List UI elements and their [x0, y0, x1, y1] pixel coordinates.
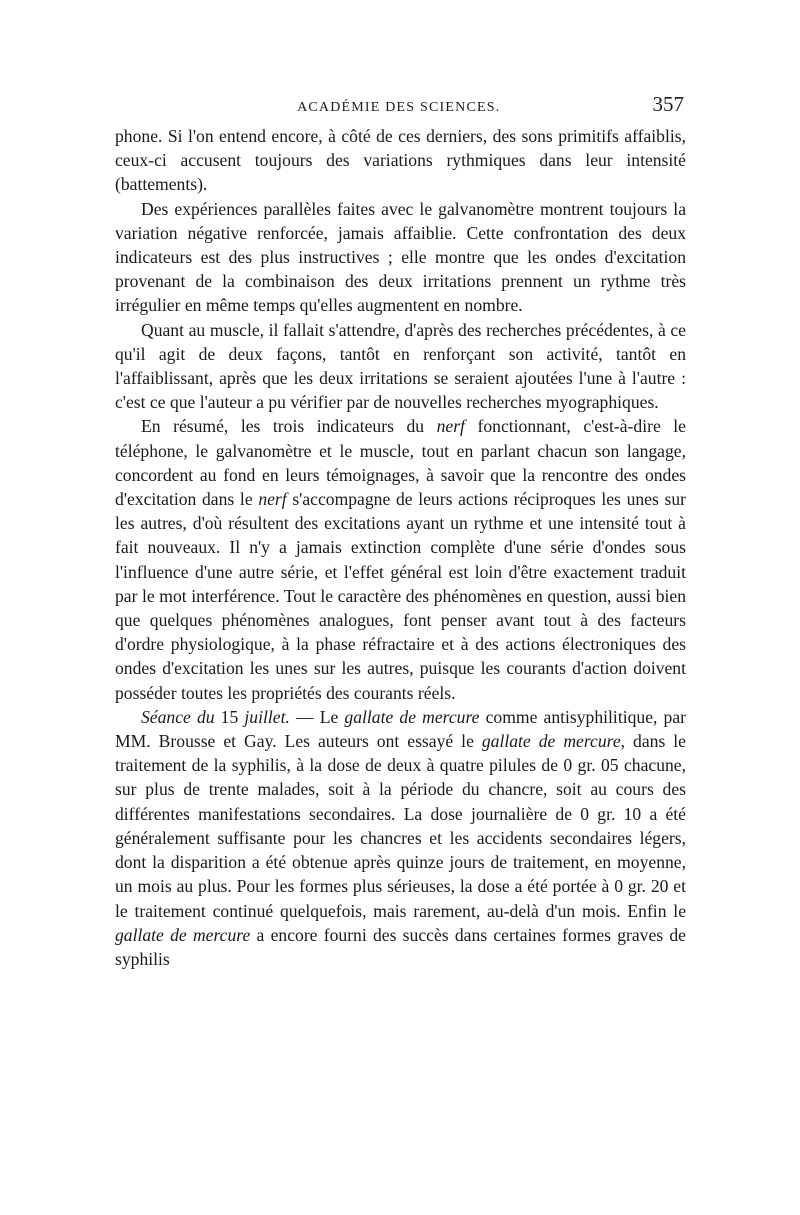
paragraph-4 [115, 414, 686, 704]
communication-title: gallate de mercure [344, 706, 480, 727]
text-run: — Le [289, 706, 345, 727]
italic-term-nerf: nerf [436, 416, 465, 437]
book-page [115, 92, 686, 971]
page-header [115, 92, 686, 122]
paragraph-5 [115, 705, 686, 971]
text-run: En résumé, les trois indicateurs du [141, 416, 437, 437]
session-day: 15 [214, 706, 245, 727]
running-head: ACADÉMIE DES SCIENCES. [297, 100, 501, 115]
paragraph-3: Quant au muscle, il fallait s'attendre, d'après des recherches précédentes, à ce qu'il agit de deux façons, tantôt en renforçant son activité, tantôt en l'affaiblissant, après que les deux irritations se seraient ajoutées l'une à l'autre : c'est ce que l'auteur a pu vérifier par de nouvelles recherches myographiques. [115, 319, 686, 413]
session-month: juillet. [244, 706, 290, 727]
text-run: fonctionnant, c'est-à-dire le téléphone, le galvanomètre et le muscle, tout en parlant chacun son langage, concordent au fond en leurs témoignages, à savoir que la rencontre des ondes d'excitation dans le [115, 416, 686, 510]
page-number: 357 [652, 92, 684, 116]
text-run: a encore fourni des succès dans certaines formes graves de syphilis [115, 924, 686, 969]
text-run: s'accompagne de leurs actions réciproques les unes sur les autres, d'où résultent des excitations ayant un rythme et une intensité tout à fait nouveaux. Il n'y a jamais extinction complète d'une série d'ondes sous l'influence d'une autre série, et l'effet général est loin d'être exactement traduit par le mot interférence. Tout le caractère des phénomènes en question, aussi bien que quelques phénomènes analogues, font penser avant tout à des facteurs d'ordre physiologique, à la phase réfractaire et à des actions électroniques des ondes d'excitation les unes sur les autres, puisque les courants d'action doivent posséder toutes les propriétés des courants réels. [115, 489, 686, 703]
italic-term-gallate: gallate de mercure [481, 731, 621, 752]
body-text [115, 124, 686, 971]
session-label: Séance du [141, 706, 215, 727]
paragraph-2: Des expériences parallèles faites avec le galvanomètre montrent toujours la variation négative renforcée, jamais affaiblie. Cette confrontation des deux indicateurs est des plus instructives ; elle montre que les ondes d'excitation provenant de la combinaison des deux irritations prennent un rythme très irrégulier en même temps qu'elles augmentent en nombre. [115, 198, 686, 316]
italic-term-nerf: nerf [258, 489, 287, 510]
text-run: , dans le traitement de la syphilis, à la dose de deux à quatre pilules de 0 gr. 05 chacune, sur plus de trente malades, soit à la période du chancre, soit au cours des différentes manifestations secondaires. La dose journalière de 0 gr. 10 a été généralement suffisante pour les chancres et les accidents secondaires légers, dont la disparition a été obtenue après quinze jours de traitement, en moyenne, un mois au plus. Pour les formes plus sérieuses, la dose a été portée à 0 gr. 20 et le traitement continué quelquefois, mais rarement, au-delà d'un mois. Enfin le [115, 731, 686, 921]
italic-term-gallate: gallate de mercure [115, 924, 251, 945]
text-run: comme antisyphilitique, par MM. Brousse et Gay. Les auteurs ont essayé le [115, 706, 686, 752]
paragraph-1: phone. Si l'on entend encore, à côté de ces derniers, des sons primitifs affaiblis, ceux-ci accusent toujours des variations rythmiques dans leur intensité (battements). [115, 126, 686, 195]
